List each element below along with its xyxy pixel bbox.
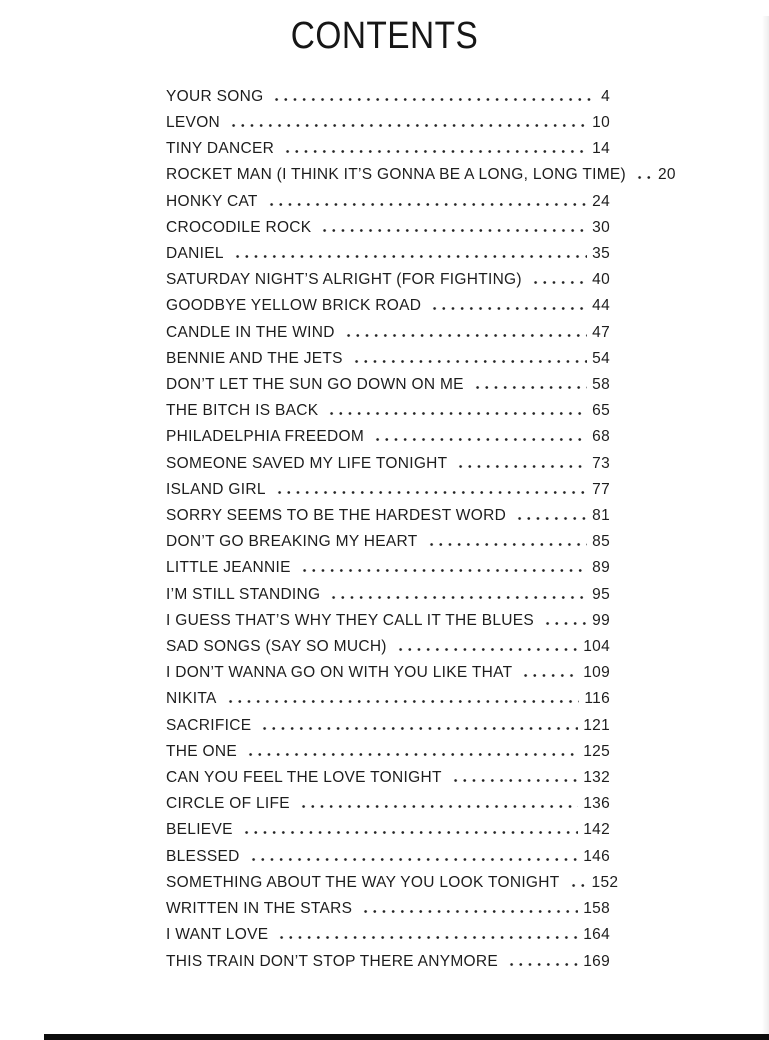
- toc-entry: [166, 320, 610, 346]
- toc-entry-title: I’M STILL STANDING: [166, 585, 321, 603]
- dot-leader: [300, 559, 587, 572]
- page-edge-shadow: [762, 16, 769, 1040]
- toc-entry-page: 85: [592, 533, 610, 551]
- toc-entry-title: SACRIFICE: [166, 716, 252, 734]
- toc-entry: [166, 136, 610, 162]
- toc-entry-page: 81: [592, 507, 610, 525]
- toc-entry: [166, 634, 610, 660]
- dot-leader: [233, 245, 587, 258]
- dot-leader: [327, 402, 587, 415]
- toc-entry: [166, 189, 610, 215]
- toc-entry: [166, 424, 610, 450]
- dot-leader: [531, 271, 587, 284]
- dot-leader: [320, 219, 587, 232]
- toc-entry-title: SATURDAY NIGHT’S ALRIGHT (FOR FIGHTING): [166, 271, 522, 289]
- toc-entry-title: SORRY SEEMS TO BE THE HARDEST WORD: [166, 507, 507, 525]
- dot-leader: [373, 428, 587, 441]
- toc-entry-title: LEVON: [166, 114, 221, 131]
- toc-entry-page: 4: [601, 87, 610, 105]
- dot-leader: [226, 690, 580, 703]
- dot-leader: [427, 533, 588, 546]
- toc-entry: [166, 477, 610, 503]
- toc-entry-title: I GUESS THAT’S WHY THEY CALL IT THE BLUES: [166, 611, 535, 629]
- toc-entry-page: 142: [583, 821, 610, 839]
- toc-entry-title: BELIEVE: [166, 821, 233, 839]
- toc-entry-title: PHILADELPHIA FREEDOM: [166, 428, 365, 446]
- toc-entry-page: 65: [592, 402, 610, 420]
- toc-entry-page: 58: [592, 376, 610, 394]
- toc-entry-title: THIS TRAIN DON’T STOP THERE ANYMORE: [166, 952, 499, 970]
- toc-entry: [166, 372, 610, 398]
- toc-entry: [166, 844, 610, 870]
- toc-entry: [166, 870, 619, 896]
- dot-leader: [507, 953, 578, 966]
- toc-entry-page: 99: [592, 611, 610, 629]
- toc-entry-page: 14: [592, 140, 610, 158]
- dot-leader: [249, 848, 579, 861]
- toc-entry-title: CAN YOU FEEL THE LOVE TONIGHT: [166, 769, 442, 787]
- toc-entry: [166, 346, 610, 372]
- dot-leader: [430, 297, 587, 310]
- toc-entry-title: NIKITA: [166, 690, 217, 708]
- toc-entry-page: 10: [592, 114, 610, 131]
- toc-entry: [166, 896, 610, 922]
- toc-list: [166, 84, 676, 975]
- dot-leader: [352, 350, 587, 363]
- toc-entry: [166, 739, 610, 765]
- toc-entry-title: SOMETHING ABOUT THE WAY YOU LOOK TONIGHT: [166, 873, 560, 891]
- page-bottom-bar: [44, 1034, 769, 1040]
- dot-leader: [361, 900, 578, 913]
- toc-entry-title: THE BITCH IS BACK: [166, 402, 319, 420]
- toc-entry-title: SOMEONE SAVED MY LIFE TONIGHT: [166, 454, 448, 472]
- dot-leader: [521, 664, 578, 677]
- toc-entry-page: 132: [583, 769, 610, 787]
- toc-entry-title: BLESSED: [166, 847, 240, 865]
- toc-entry-page: 169: [583, 952, 610, 970]
- dot-leader: [344, 324, 587, 337]
- toc-entry-title: LITTLE JEANNIE: [166, 559, 291, 577]
- toc-entry-title: YOUR SONG: [166, 87, 264, 105]
- toc-entry: [166, 713, 610, 739]
- toc-entry-page: 89: [592, 559, 610, 577]
- toc-entry-title: HONKY CAT: [166, 192, 258, 210]
- toc-entry-title: BENNIE AND THE JETS: [166, 349, 343, 367]
- toc-entry: [166, 529, 610, 555]
- toc-entry-title: GOODBYE YELLOW BRICK ROAD: [166, 297, 422, 315]
- toc-entry: [166, 162, 676, 188]
- toc-entry: [166, 215, 610, 241]
- toc-entry: [166, 949, 610, 975]
- toc-entry-title: I WANT LOVE: [166, 926, 269, 944]
- toc-entry-title: DON’T GO BREAKING MY HEART: [166, 533, 418, 551]
- toc-entry: [166, 267, 610, 293]
- toc-entry-page: 40: [592, 271, 610, 289]
- toc-entry-title: CROCODILE ROCK: [166, 218, 312, 236]
- toc-entry: [166, 293, 610, 319]
- toc-entry: [166, 451, 610, 477]
- toc-entry: [166, 686, 610, 712]
- toc-entry-page: 73: [592, 454, 610, 472]
- toc-entry-title: TINY DANCER: [166, 140, 275, 158]
- dot-leader: [283, 140, 587, 153]
- toc-entry-page: 164: [583, 926, 610, 944]
- toc-entry: [166, 582, 610, 608]
- toc-entry-title: ISLAND GIRL: [166, 480, 266, 498]
- toc-entry-title: DANIEL: [166, 245, 224, 263]
- toc-entry-page: 77: [592, 480, 610, 498]
- dot-leader: [272, 88, 596, 101]
- dot-leader: [299, 795, 578, 808]
- toc-entry: [166, 791, 610, 817]
- toc-entry-page: 20: [658, 166, 676, 184]
- toc-entry: [166, 241, 610, 267]
- dot-leader: [451, 769, 579, 782]
- toc-entry-page: 95: [592, 585, 610, 603]
- toc-entry: [166, 660, 610, 686]
- toc-entry-title: SAD SONGS (SAY SO MUCH): [166, 638, 387, 656]
- toc-entry-page: 104: [583, 638, 610, 656]
- toc-entry: [166, 555, 610, 581]
- toc-entry-page: 116: [584, 690, 610, 708]
- toc-entry-title: THE ONE: [166, 742, 237, 760]
- toc-entry: [166, 398, 610, 424]
- toc-entry-page: 35: [592, 245, 610, 263]
- toc-entry-page: 44: [592, 297, 610, 315]
- toc-entry-title: CIRCLE OF LIFE: [166, 795, 290, 813]
- page-title-text: CONTENTS: [290, 15, 479, 57]
- toc-entry-title: CANDLE IN THE WIND: [166, 323, 335, 341]
- dot-leader: [260, 717, 578, 730]
- dot-leader: [277, 926, 578, 939]
- toc-entry: [166, 608, 610, 634]
- toc-entry-page: 146: [583, 847, 610, 865]
- dot-leader: [229, 114, 587, 127]
- toc-entry-page: 68: [592, 428, 610, 446]
- toc-entry: [166, 110, 610, 136]
- toc-entry-page: 158: [583, 900, 610, 918]
- toc-entry-page: 136: [583, 795, 610, 813]
- toc-entry-page: 125: [583, 742, 610, 760]
- toc-entry-page: 30: [592, 218, 610, 236]
- toc-entry-title: WRITTEN IN THE STARS: [166, 900, 353, 918]
- toc-entry: [166, 84, 610, 110]
- dot-leader: [473, 376, 587, 389]
- toc-entry-page: 54: [592, 349, 610, 367]
- dot-leader: [396, 638, 578, 651]
- dot-leader: [329, 586, 587, 599]
- dot-leader: [267, 193, 587, 206]
- dot-leader: [246, 743, 578, 756]
- toc-entry: [166, 922, 610, 948]
- dot-leader: [275, 481, 587, 494]
- toc-entry: [166, 503, 610, 529]
- dot-leader: [543, 612, 587, 625]
- toc-entry-page: 121: [583, 716, 610, 734]
- toc-entry-page: 47: [592, 323, 610, 341]
- toc-entry-title: I DON’T WANNA GO ON WITH YOU LIKE THAT: [166, 664, 513, 682]
- dot-leader: [242, 821, 579, 834]
- dot-leader: [456, 455, 587, 468]
- toc-entry-page: 24: [592, 192, 610, 210]
- toc-entry-page: 109: [583, 664, 610, 682]
- toc-entry-page: 152: [591, 873, 619, 891]
- toc-entry-title: DON’T LET THE SUN GO DOWN ON ME: [166, 376, 464, 394]
- toc-entry: [166, 765, 610, 791]
- dot-leader: [635, 166, 653, 179]
- page-title: [0, 16, 769, 58]
- dot-leader: [569, 874, 587, 887]
- toc-entry: [166, 817, 610, 843]
- toc-entry-title: ROCKET MAN (I THINK IT’S GONNA BE A LONG, LONG TIME): [166, 166, 627, 184]
- dot-leader: [515, 507, 587, 520]
